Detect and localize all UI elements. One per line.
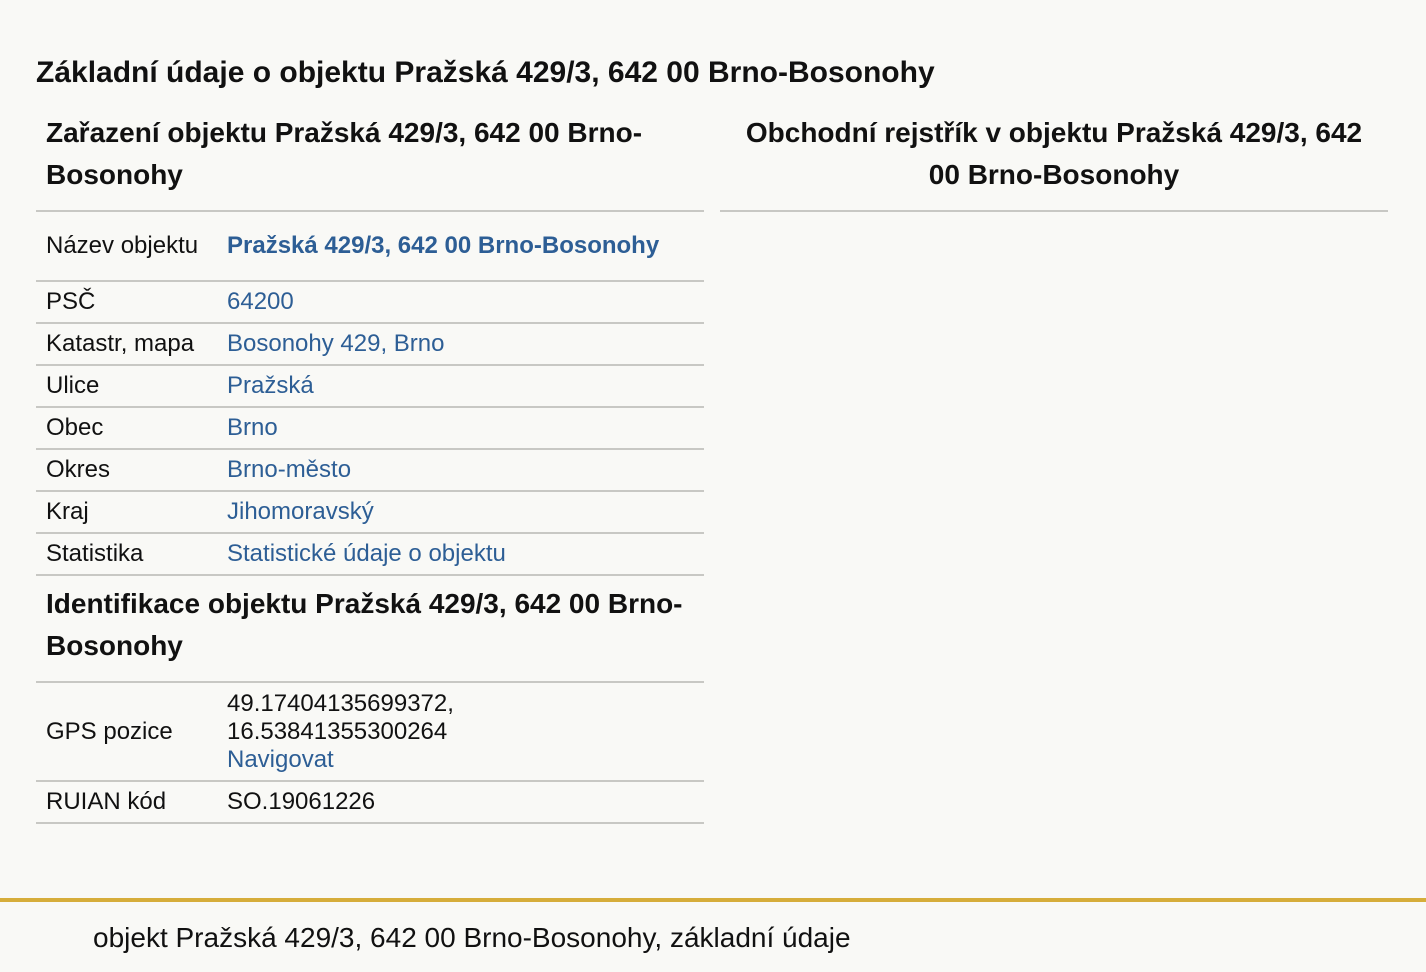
gps-longitude: 16.53841355300264 <box>227 717 448 745</box>
identification-heading: Identifikace objektu Pražská 429/3, 642 00 Brno-Bosonohy <box>36 576 704 683</box>
street-link[interactable]: Pražská <box>227 372 314 399</box>
table-row <box>36 281 704 323</box>
business-register-column <box>720 112 1388 212</box>
cadastre-map-link[interactable]: Bosonohy 429, Brno <box>227 330 445 357</box>
classification-heading: Zařazení objektu Pražská 429/3, 642 00 Brno-Bosonohy <box>36 112 704 212</box>
navigate-link[interactable]: Navigovat <box>227 745 334 773</box>
table-row <box>36 407 704 449</box>
table-row <box>36 449 704 491</box>
table-row <box>36 683 704 781</box>
ruian-code: SO.19061226 <box>227 788 376 815</box>
row-label: Okres <box>46 456 111 483</box>
object-name-link[interactable]: Pražská 429/3, 642 00 Brno-Bosonohy <box>227 232 660 259</box>
identification-table <box>36 683 704 824</box>
municipality-link[interactable]: Brno <box>227 414 278 441</box>
row-label: GPS pozice <box>46 717 173 745</box>
footer-text: objekt Pražská 429/3, 642 00 Brno-Bosonohy, základní údaje <box>93 922 851 953</box>
page-title: Základní údaje o objektu Pražská 429/3, 642 00 Brno-Bosonohy <box>36 56 935 89</box>
region-link[interactable]: Jihomoravský <box>227 498 374 525</box>
business-register-heading: Obchodní rejstřík v objektu Pražská 429/3, 642 00 Brno-Bosonohy <box>720 112 1388 212</box>
district-link[interactable]: Brno-město <box>227 456 352 483</box>
table-row <box>36 491 704 533</box>
table-row <box>36 781 704 823</box>
table-row <box>36 212 704 281</box>
row-label: Název objektu <box>46 232 199 259</box>
footer-divider <box>0 898 1426 902</box>
postal-code-link[interactable]: 64200 <box>227 288 294 315</box>
row-label: Katastr, mapa <box>46 330 195 357</box>
table-row <box>36 365 704 407</box>
row-label: Ulice <box>46 372 100 399</box>
gps-latitude: 49.17404135699372, <box>227 689 454 717</box>
row-label: Kraj <box>46 498 89 525</box>
table-row <box>36 533 704 575</box>
statistics-link[interactable]: Statistické údaje o objektu <box>227 540 506 567</box>
row-label: Statistika <box>46 540 144 567</box>
classification-column <box>36 112 704 824</box>
row-label: PSČ <box>46 288 96 315</box>
row-label: Obec <box>46 414 104 441</box>
row-label: RUIAN kód <box>46 788 167 815</box>
classification-table <box>36 212 704 576</box>
table-row <box>36 323 704 365</box>
